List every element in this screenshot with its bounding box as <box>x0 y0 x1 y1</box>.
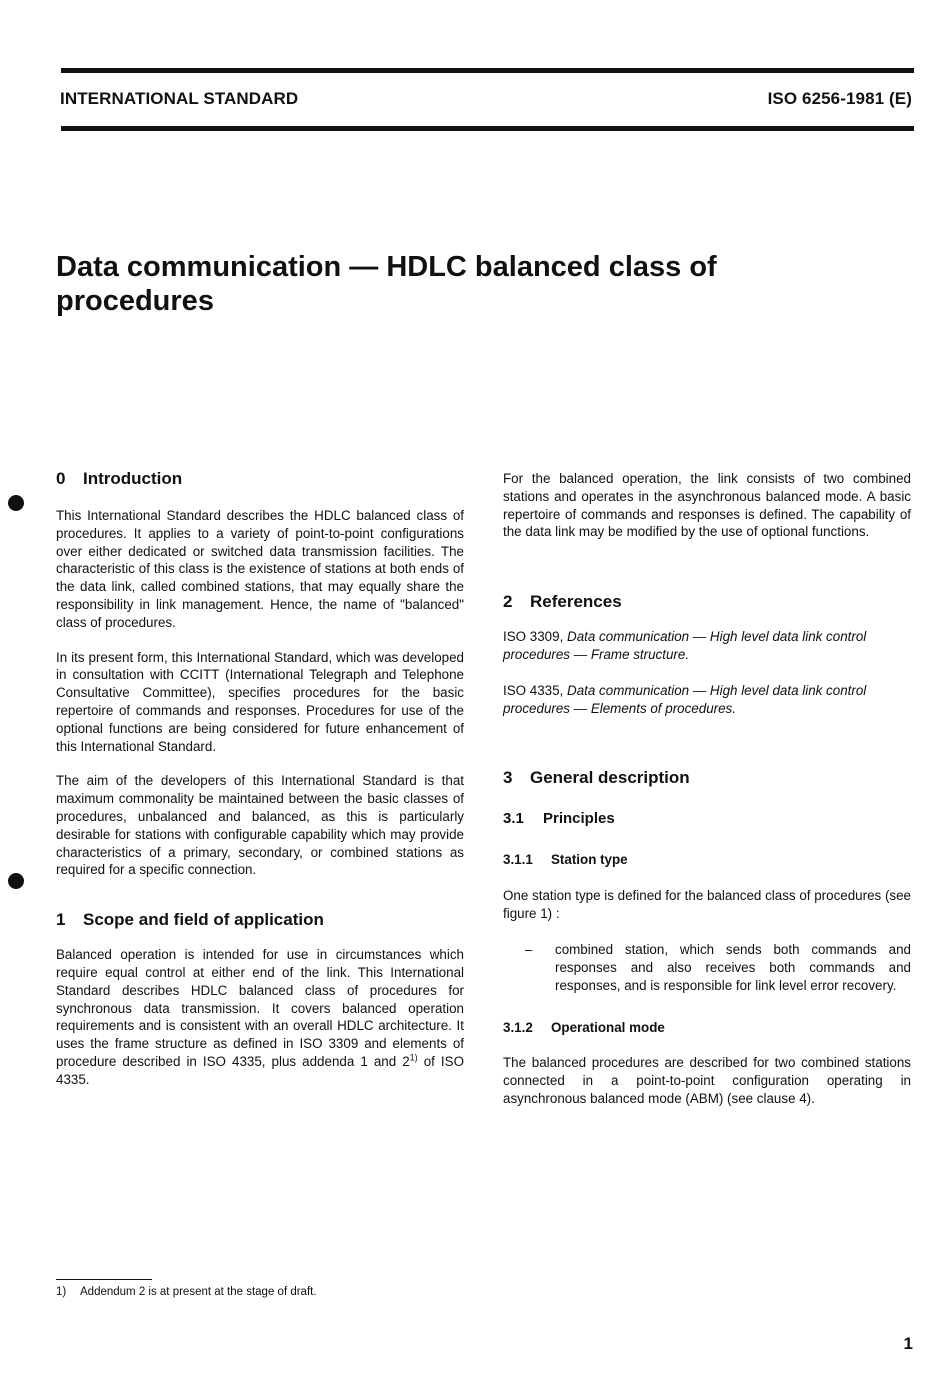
subsubsection-heading-operational-mode <box>503 1019 911 1037</box>
footnote-number: 1) <box>56 1286 67 1298</box>
left-column <box>56 468 464 1089</box>
reference-title: Data communication — High level data link control procedures — Frame structure. <box>503 629 867 662</box>
intro-paragraph-3: The aim of the developers of this International Standard is that maximum commonality be maintained between the basic classes of procedures, unbalanced and balanced, as this is particularly desirable for stations with configurable capability which may provide characteristics of a primary, secondary, or combined stations as required for a specific connection. <box>56 773 464 878</box>
page-number: 1 <box>903 1334 913 1353</box>
document-title: Data communication — HDLC balanced class of procedures <box>56 251 717 317</box>
header-top-rule <box>61 68 914 73</box>
subsubsection-heading-station-type <box>503 851 911 869</box>
footnote-rule <box>56 1279 152 1280</box>
operational-mode-paragraph: The balanced procedures are described for two combined stations connected in a point-to-point configuration operating in asynchronous balanced mode (ABM) (see clause 4). <box>503 1055 911 1106</box>
intro-paragraph-1: This International Standard describes the HDLC balanced class of procedures. It applies to a variety of point-to-point configurations over either dedicated or switched data transmission facilities. The characteristic of this class is the existence of stations at both ends of the data link, called combined stations, that may equally share the responsibility in link management. Hence, the name of "balanced" class of procedures. <box>56 508 464 630</box>
section-heading-references <box>503 591 911 613</box>
list-item <box>503 941 911 994</box>
footnote-text: Addendum 2 is at present at the stage of draft. <box>80 1286 317 1298</box>
subsubsection-number: 3.1.2 <box>503 1020 533 1036</box>
section-number: 0 <box>56 469 66 488</box>
intro-paragraph-2: In its present form, this International Standard, which was developed in consultation with CCITT (International Telegraph and Telephone Consultative Committee), specifies procedures for the basic repertoire of commands and responses. Procedures for use of the optional functions are being considered for future enhancement of this International Standard. <box>56 649 464 754</box>
station-type-paragraph: One station type is defined for the balanced class of procedures (see figure 1) : <box>503 888 911 922</box>
header-bottom-rule <box>61 126 914 131</box>
section-title: General description <box>530 768 690 788</box>
section-number: 2 <box>503 592 513 612</box>
reference-code: ISO 4335, <box>503 682 564 698</box>
subsection-title: Principles <box>543 810 615 828</box>
section-title: Introduction <box>83 469 183 488</box>
section-number: 3 <box>503 768 513 788</box>
section-heading-scope <box>56 909 464 931</box>
scope-text-end: of ISO 4335. <box>56 1053 464 1087</box>
subsection-number: 3.1 <box>503 810 524 828</box>
subsubsection-number: 3.1.1 <box>503 852 533 868</box>
subsubsection-title: Operational mode <box>551 1020 665 1036</box>
scope-paragraph <box>56 946 464 1088</box>
footnote <box>56 1286 317 1298</box>
binder-hole-mark-bottom <box>8 873 24 889</box>
intro-continued-paragraph: For the balanced operation, the link consists of two combined stations and operates in the asynchronous balanced mode. A basic repertoire of commands and responses is defined. The capability of the data link may be modified by the use of optional functions. <box>503 471 911 540</box>
section-heading-general-description <box>503 767 911 789</box>
section-title: References <box>530 592 622 612</box>
reference-code: ISO 3309, <box>503 629 564 645</box>
footnote-reference: 1) <box>409 1052 418 1063</box>
section-number: 1 <box>56 910 66 930</box>
list-item-text: combined station, which sends both commands and responses and also receives both commands and responses, and is responsible for link level error recovery. <box>555 941 911 993</box>
header-document-number: ISO 6256-1981 (E) <box>767 89 912 108</box>
header-standard-label: INTERNATIONAL STANDARD <box>60 89 299 108</box>
subsubsection-title: Station type <box>551 852 628 868</box>
reference-item <box>503 628 911 664</box>
subsection-heading-principles <box>503 809 911 829</box>
section-title: Scope and field of application <box>83 910 324 930</box>
binder-hole-mark-top <box>8 495 24 511</box>
reference-title: Data communication — High level data link control procedures — Elements of procedures. <box>503 682 867 716</box>
reference-item <box>503 682 911 718</box>
list-dash: – <box>525 941 533 957</box>
scope-text: Balanced operation is intended for use in circumstances which require equal control at either end of the link. This International Standard describes HDLC balanced class of procedures for synchronous data transmission. It covers balanced operation requirements and is consistent with an overall HDLC architecture. It uses the frame structure as defined in ISO 3309 and elements of procedure described in ISO 4335, plus addenda 1 and 2 <box>56 947 464 1069</box>
right-column <box>503 470 911 1108</box>
section-heading-introduction <box>56 468 464 490</box>
